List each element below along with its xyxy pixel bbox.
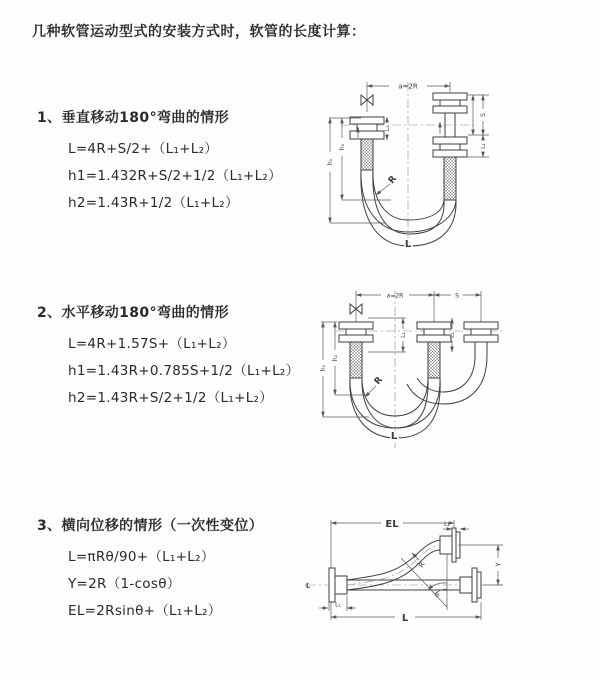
dim-l1-a-label: L₁ bbox=[400, 332, 407, 338]
dim-a2r-label: a=2R bbox=[386, 292, 404, 300]
diagram-vertical-180-bend bbox=[305, 68, 600, 263]
dim-L-label: L bbox=[390, 431, 398, 442]
dim-l1-b-label: L₁ bbox=[449, 332, 456, 338]
dim-l1-left bbox=[384, 117, 391, 140]
centerline-mark: ℄ bbox=[305, 582, 311, 590]
section3-formula-Y: Y=2R（1-cosθ） bbox=[68, 576, 181, 592]
dim-h1-label: h₁ bbox=[327, 158, 334, 166]
right-flange-upper bbox=[433, 93, 467, 113]
angle-construction bbox=[401, 554, 447, 610]
section2-formula-h2: h2=1.43R+S/2+1/2（L₁+L₂） bbox=[68, 390, 274, 406]
right-braided-hose bbox=[444, 157, 456, 200]
section2-formula-h1: h1=1.43R+0.785S+1/2（L₁+L₂） bbox=[68, 363, 300, 379]
dim-l1-left-label: L₁ bbox=[335, 601, 341, 609]
dim-a2r-label: a=2R bbox=[398, 82, 418, 91]
section1-heading: 1、垂直移动180°弯曲的情形 bbox=[37, 110, 229, 126]
section3-heading: 3、横向位移的情形（一次性变位） bbox=[37, 518, 264, 534]
radius-label: R bbox=[386, 174, 400, 186]
left-flange bbox=[350, 117, 384, 139]
left-braided-hose bbox=[350, 342, 362, 378]
dim-s-l1-right bbox=[468, 95, 489, 157]
page-title: 几种软管运动型式的安装方式时，软管的长度计算： bbox=[32, 24, 366, 40]
dim-h2-label: h₂ bbox=[339, 143, 346, 151]
section2-heading: 2、水平移动180°弯曲的情形 bbox=[37, 305, 229, 321]
left-braided-hose bbox=[361, 139, 373, 170]
section2-formula-L: L=4R+1.57S+（L₁+L₂） bbox=[68, 336, 236, 352]
dim-y-label: Y bbox=[494, 562, 503, 567]
left-flange bbox=[329, 568, 347, 602]
angle-theta-label: θ bbox=[435, 592, 439, 599]
section1-formula-h1: h1=1.432R+S/2+1/2（L₁+L₂） bbox=[68, 168, 282, 184]
dim-l1-left bbox=[319, 596, 356, 611]
dim-l1-right-label: L₁ bbox=[480, 143, 487, 149]
dim-a2r-s bbox=[356, 291, 481, 322]
radius-label: R bbox=[417, 560, 427, 570]
right-flange-moved bbox=[464, 322, 498, 342]
dim-el-label: EL bbox=[385, 519, 399, 530]
left-flange bbox=[339, 322, 373, 342]
section1-formula-h2: h2=1.43R+1/2（L₁+L₂） bbox=[68, 195, 239, 211]
dim-L-label: L bbox=[404, 239, 412, 250]
dim-bottom-l bbox=[331, 602, 481, 624]
radius-callout bbox=[376, 174, 399, 195]
radius-label: R bbox=[372, 375, 386, 387]
radius-callout bbox=[412, 553, 427, 569]
dim-h1-label: h₁ bbox=[320, 364, 327, 372]
dim-el bbox=[331, 519, 454, 568]
dim-s-label: S bbox=[455, 292, 459, 300]
diagram-horizontal-180-bend bbox=[305, 278, 600, 463]
dim-h2-label: h₂ bbox=[332, 354, 339, 362]
radius-callout bbox=[365, 375, 385, 397]
dim-l1-left-label: L₁ bbox=[384, 125, 391, 132]
middle-braided-hose bbox=[428, 342, 440, 378]
right-flange-lower bbox=[433, 137, 467, 157]
diagram-lateral-displacement bbox=[295, 498, 600, 653]
section3-formula-L: L=πRθ/90+（L₁+L₂） bbox=[68, 549, 215, 565]
hose-moved-curve bbox=[407, 342, 487, 404]
section1-formula-L: L=4R+S/2+（L₁+L₂） bbox=[68, 141, 219, 157]
right-flange-original bbox=[460, 568, 481, 602]
middle-flange bbox=[417, 322, 451, 342]
dim-s-label: S bbox=[480, 113, 487, 117]
dim-l1-a bbox=[368, 318, 407, 352]
dim-l1-top-label: L₁ bbox=[444, 521, 450, 528]
upper-flange-displaced bbox=[440, 528, 460, 562]
section3-formula-EL: EL=2Rsinθ+（L₁+L₂） bbox=[68, 603, 222, 619]
dim-l-label: L bbox=[401, 613, 409, 624]
hose-u-curves bbox=[361, 170, 456, 246]
